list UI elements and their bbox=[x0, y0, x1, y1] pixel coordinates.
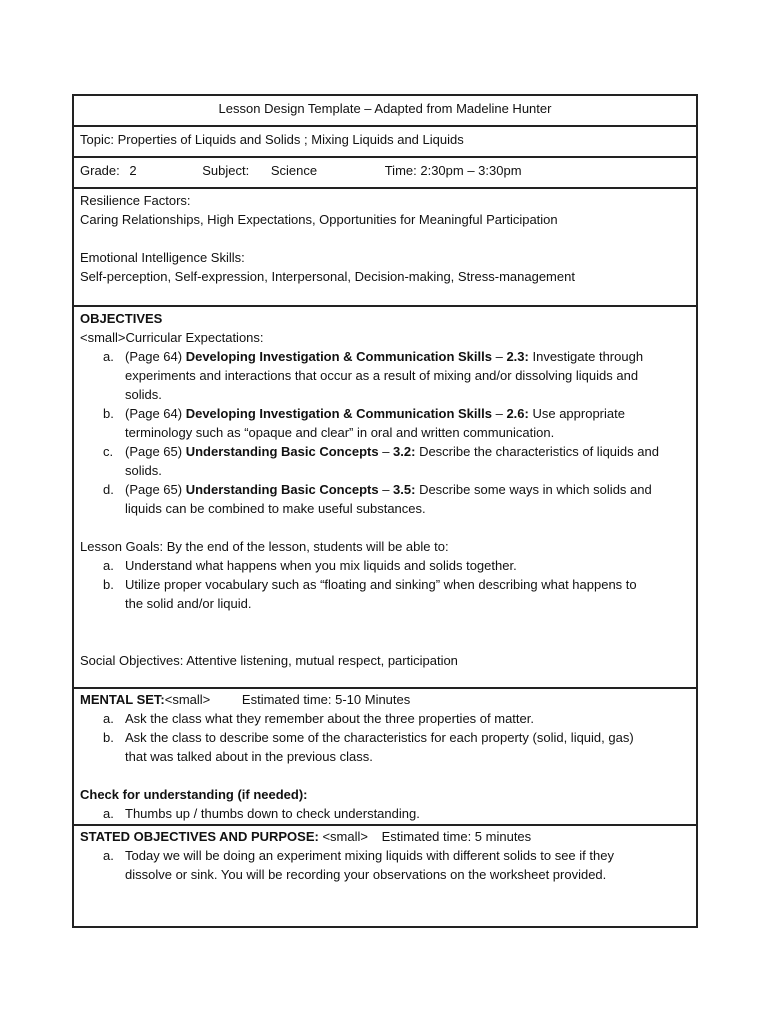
goal-item bbox=[80, 575, 690, 613]
ei-heading: Emotional Intelligence Skills: bbox=[80, 250, 245, 265]
item-text: terminology such as “opaque and clear” in oral and written communication. bbox=[125, 425, 555, 440]
grade-line bbox=[80, 161, 690, 180]
page-ref: (Page 64) bbox=[125, 349, 186, 364]
item-text: liquids can be combined to make useful substances. bbox=[125, 501, 426, 516]
expectation-code: 3.5: bbox=[393, 482, 416, 497]
list-marker: a. bbox=[103, 711, 114, 726]
item-text: Use appropriate bbox=[528, 406, 625, 421]
item-text: Thumbs up / thumbs down to check understanding. bbox=[125, 806, 420, 821]
item-text: Understand what happens when you mix liquids and solids together. bbox=[125, 558, 517, 573]
curricular-item bbox=[80, 442, 690, 480]
mental-set-list bbox=[80, 709, 690, 766]
topic-row bbox=[74, 127, 696, 158]
stated-item bbox=[80, 846, 690, 884]
list-marker: c. bbox=[103, 444, 114, 459]
strand-name: Developing Investigation & Communication Skills bbox=[185, 349, 492, 364]
strand-name: Understanding Basic Concepts bbox=[185, 444, 379, 459]
page-ref: (Page 64) bbox=[125, 406, 186, 421]
list-marker: a. bbox=[103, 848, 114, 863]
stated-header bbox=[80, 827, 690, 846]
small-tag: <small> bbox=[164, 692, 211, 707]
title-row bbox=[74, 96, 696, 127]
mental-set-row bbox=[74, 689, 696, 826]
item-text: solids. bbox=[125, 387, 162, 402]
subject-value: Science bbox=[270, 163, 318, 178]
objectives-heading: OBJECTIVES bbox=[80, 311, 163, 326]
grade-value: 2 bbox=[129, 163, 137, 178]
estimated-time: Estimated time: 5 minutes bbox=[381, 829, 532, 844]
goals-list bbox=[80, 556, 690, 613]
dash: – bbox=[491, 406, 507, 421]
ei-text: Self-perception, Self-expression, Interpersonal, Decision-making, Stress-management bbox=[80, 269, 575, 284]
strand-name: Understanding Basic Concepts bbox=[185, 482, 379, 497]
item-text: Today we will be doing an experiment mixing liquids with different solids to see if they bbox=[125, 848, 614, 863]
item-text: Describe the characteristics of liquids and bbox=[415, 444, 659, 459]
page-ref: (Page 65) bbox=[125, 444, 186, 459]
social-objectives: Social Objectives: Attentive listening, mutual respect, participation bbox=[80, 653, 458, 668]
check-item bbox=[80, 804, 690, 823]
topic-text: Topic: Properties of Liquids and Solids ; Mixing Liquids and Liquids bbox=[80, 132, 464, 147]
item-text: the solid and/or liquid. bbox=[125, 596, 252, 611]
expectation-code: 3.2: bbox=[393, 444, 416, 459]
goal-item bbox=[80, 556, 690, 575]
item-text: solids. bbox=[125, 463, 162, 478]
mental-set-item bbox=[80, 709, 690, 728]
goals-heading: Lesson Goals: By the end of the lesson, students will be able to: bbox=[80, 539, 449, 554]
mental-set-heading: MENTAL SET: bbox=[80, 692, 165, 707]
grade-row bbox=[74, 158, 696, 189]
curricular-item bbox=[80, 347, 690, 404]
objectives-row bbox=[74, 307, 696, 689]
curricular-heading: <small>Curricular Expectations: bbox=[80, 330, 264, 345]
item-text: experiments and interactions that occur as a result of mixing and/or dissolving liquids and bbox=[125, 368, 639, 383]
list-marker: b. bbox=[103, 406, 114, 421]
grade-label: Grade: bbox=[80, 163, 120, 178]
lesson-template-table bbox=[72, 94, 698, 928]
time-text: Time: 2:30pm – 3:30pm bbox=[384, 163, 522, 178]
curricular-list bbox=[80, 347, 690, 518]
list-marker: b. bbox=[103, 730, 114, 745]
subject-label: Subject: bbox=[202, 163, 250, 178]
mental-set-item bbox=[80, 728, 690, 766]
check-heading: Check for understanding (if needed): bbox=[80, 787, 308, 802]
item-text: Utilize proper vocabulary such as “floating and sinking” when describing what happens to bbox=[125, 577, 637, 592]
expectation-code: 2.3: bbox=[506, 349, 529, 364]
stated-list bbox=[80, 846, 690, 884]
item-text: dissolve or sink. You will be recording your observations on the worksheet provided. bbox=[125, 867, 607, 882]
small-tag: <small> bbox=[318, 829, 368, 844]
stated-objectives-row bbox=[74, 826, 696, 926]
page-ref: (Page 65) bbox=[125, 482, 186, 497]
resilience-row bbox=[74, 189, 696, 307]
resilience-heading: Resilience Factors: bbox=[80, 193, 191, 208]
curricular-item bbox=[80, 404, 690, 442]
item-text: Describe some ways in which solids and bbox=[415, 482, 652, 497]
check-list bbox=[80, 804, 690, 823]
expectation-code: 2.6: bbox=[506, 406, 529, 421]
dash: – bbox=[378, 482, 394, 497]
list-marker: a. bbox=[103, 806, 114, 821]
list-marker: d. bbox=[103, 482, 114, 497]
list-marker: a. bbox=[103, 558, 114, 573]
list-marker: b. bbox=[103, 577, 114, 592]
mental-set-header bbox=[80, 690, 690, 709]
dash: – bbox=[378, 444, 394, 459]
estimated-time: Estimated time: 5-10 Minutes bbox=[241, 692, 411, 707]
resilience-text: Caring Relationships, High Expectations, Opportunities for Meaningful Participation bbox=[80, 212, 558, 227]
curricular-item bbox=[80, 480, 690, 518]
item-text: Ask the class what they remember about the three properties of matter. bbox=[125, 711, 534, 726]
list-marker: a. bbox=[103, 349, 114, 364]
document-title: Lesson Design Template – Adapted from Madeline Hunter bbox=[218, 101, 552, 116]
item-text: that was talked about in the previous class. bbox=[125, 749, 373, 764]
strand-name: Developing Investigation & Communication Skills bbox=[185, 406, 492, 421]
stated-heading: STATED OBJECTIVES AND PURPOSE: bbox=[80, 829, 319, 844]
dash: – bbox=[491, 349, 507, 364]
item-text: Ask the class to describe some of the characteristics for each property (solid, liquid, gas) bbox=[125, 730, 634, 745]
item-text: Investigate through bbox=[528, 349, 644, 364]
